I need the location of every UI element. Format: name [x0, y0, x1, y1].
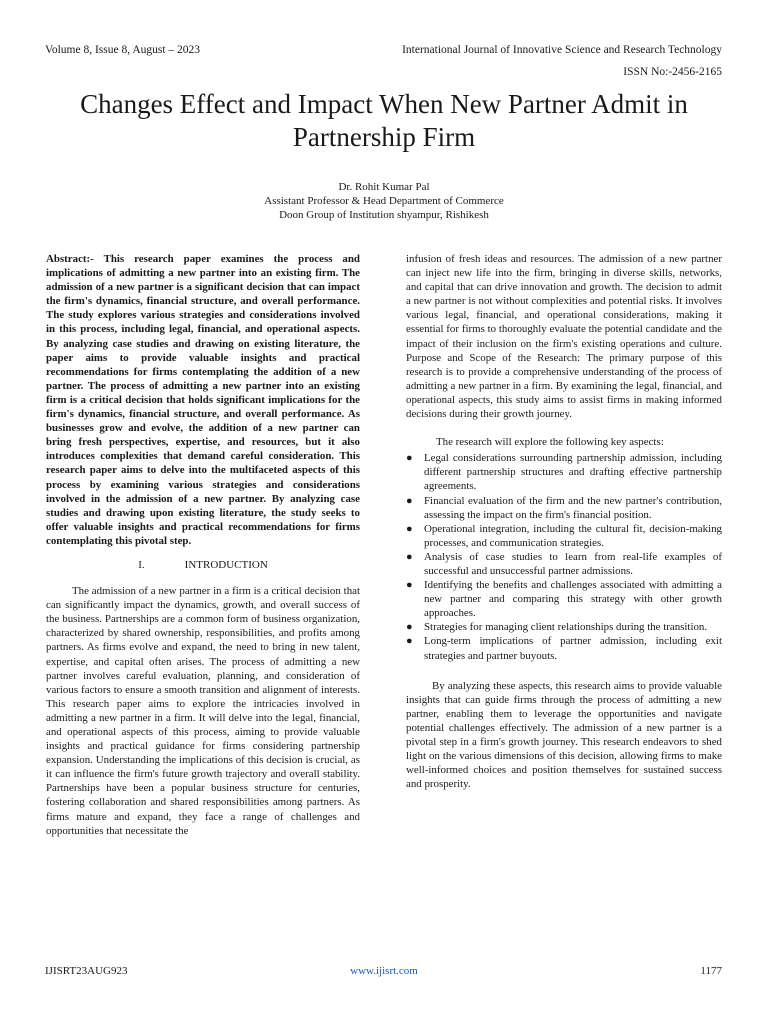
list-item: ● Long-term implications of partner admission, including exit strategies and partner buyouts. — [406, 635, 722, 662]
page-number: 1177 — [700, 965, 722, 977]
website-link[interactable]: www.ijisrt.com — [350, 965, 418, 977]
list-item: ● Analysis of case studies to learn from real-life examples of successful and unsuccessful partner admissions. — [406, 550, 722, 577]
list-item: ● Identifying the benefits and challenges associated with admitting a new partner and comparing this strategy with other growth approaches. — [406, 579, 722, 620]
paper-title: Changes Effect and Impact When New Partner Admit in Partnership Firm — [80, 89, 688, 152]
closing-paragraph: By analyzing these aspects, this research aims to provide valuable insights that can guide firms through the process of admitting a new partner, enabling them to leverage the opportunities and navigate potential challenges effectively. The admission of a new partner is a pivotal step in a firm's growth journey. This research endeavors to shed light on the various dimensions of this decision, allowing firms to make well-informed choices and position themselves for sustained success and prosperity. — [406, 679, 722, 791]
bullet-icon: ● — [406, 522, 413, 535]
bullet-icon: ● — [406, 621, 413, 634]
right-column — [406, 252, 722, 791]
paper-id: IJISRT23AUG923 — [45, 965, 128, 977]
section-title: INTRODUCTION — [184, 558, 268, 571]
list-item: ● Financial evaluation of the firm and the new partner's contribution, assessing the impact on the firm's financial position. — [406, 494, 722, 521]
journal-name: International Journal of Innovative Science and Research Technology — [402, 44, 722, 56]
bullet-icon: ● — [406, 494, 413, 507]
author-position: Assistant Professor & Head Department of Commerce — [264, 195, 504, 207]
intro-paragraph: The admission of a new partner in a firm is a critical decision that can significantly impact the dynamics, growth, and overall success of the business. Partnerships are a common form of business organization, characterized by shared ownership, responsibilities, and profits among partners. As firms evolve and expand, the need to bring in new talent, expertise, and capital often arises. The process of admitting a new partner involves careful evaluation, planning, and consideration of various factors to ensure a smooth transition and alignment of interests. This research paper aims to explore the intricacies involved in admitting a new partner in a firm. It will delve into the legal, financial, and operational aspects of this process, aiming to provide valuable insights and practical guidance for firms considering partnership expansion. Understanding the implications of this decision is crucial, as it can influence the firm's future growth trajectory and overall stability. Partnerships have been a popular business structure for centuries, fostering collaboration and shared responsibilities among partners. As firms mature and expand, they face a range of challenges and opportunities that necessitate the — [46, 585, 360, 837]
left-column — [46, 252, 360, 838]
list-item: ● Operational integration, including the cultural fit, decision-making processes, and communication strategies. — [406, 522, 722, 549]
bullet-icon: ● — [406, 550, 413, 563]
issn: ISSN No:-2456-2165 — [623, 66, 722, 78]
volume-issue: Volume 8, Issue 8, August – 2023 — [45, 44, 201, 56]
list-item: ● Strategies for managing client relationships during the transition. — [406, 621, 708, 634]
list-item: ● Legal considerations surrounding partnership admission, including different partnership structures and drafting effective partnership agreements. — [406, 452, 722, 493]
abstract: Abstract:- This research paper examines the process and implications of admitting a new partner into an existing firm. The admission of a new partner is a significant decision that can impact the firm's dynamics, financial structure, and overall performance. The study explores various strategies and considerations involved in this process, including legal, financial, and operational aspects. By analyzing case studies and drawing on existing literature, the paper aims to provide valuable insights and practical recommendations for firms contemplating the addition of a new partner. The process of admitting a new partner into an existing firm is a critical decision that holds significant implications for the firm's dynamics, financial structure, and overall performance. As businesses grow and evolve, the addition of a new partner can bring fresh perspectives, expertise, and resources, but it also introduces complexities that demand careful consideration. This research paper aims to delve into the multifaceted aspects of this process by examining various strategies and considerations involved in the admission of a new partner. By analyzing case studies and drawing upon existing literature, the study seeks to offer valuable insights and practical recommendations for firms contemplating this pivotal step. — [46, 253, 360, 547]
aspects-lead: The research will explore the following key aspects: — [436, 436, 664, 449]
aspects-list — [406, 451, 722, 662]
author-block — [0, 180, 768, 222]
section-heading-introduction — [46, 558, 360, 572]
author-name: Dr. Rohit Kumar Pal — [338, 181, 430, 193]
section-number: I. — [138, 558, 145, 571]
bullet-icon: ● — [406, 635, 413, 648]
body-paragraph: infusion of fresh ideas and resources. The admission of a new partner can inject new life into the firm, bringing in diverse skills, networks, and capital that can drive innovation and growth. The decision to admit a new partner is not without complexities and potential risks. It involves various legal, financial, and operational considerations, making it essential for firms to thoroughly evaluate the potential candidate and the impact of their inclusion on the firm's existing operations and culture. Purpose and Scope of the Research: The primary purpose of this research is to provide a comprehensive understanding of the process of admitting a new partner in a firm. By examining the legal, financial, and operational aspects, this study aims to assist firms in making informed decisions during their growth journey. — [406, 253, 722, 421]
bullet-icon: ● — [406, 452, 413, 465]
author-institution: Doon Group of Institution shyampur, Rishikesh — [279, 209, 489, 221]
bullet-icon: ● — [406, 579, 413, 592]
